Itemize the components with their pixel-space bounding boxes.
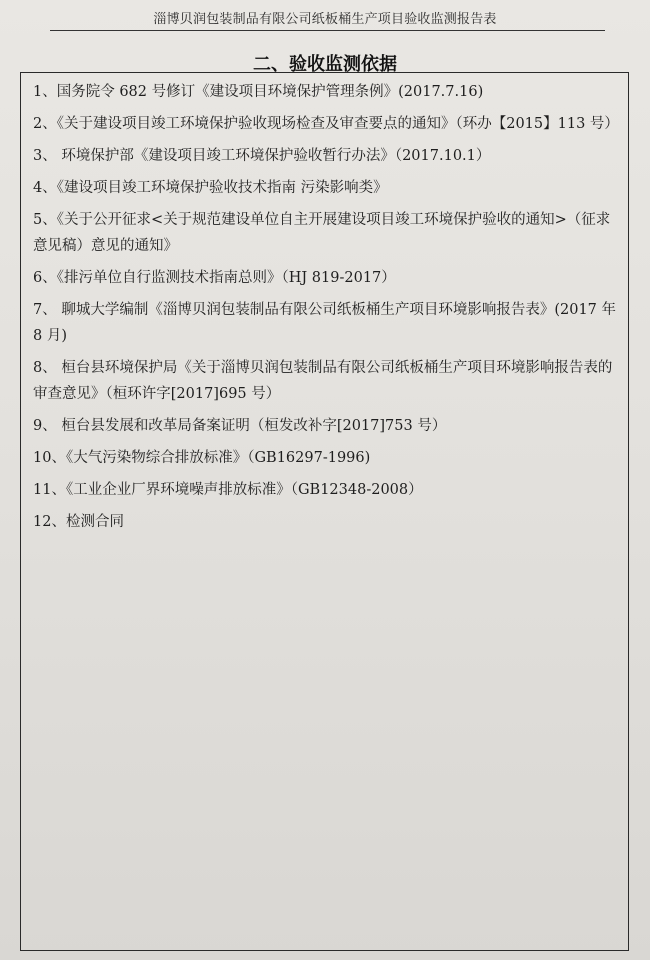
list-item: 6、《排污单位自行监测技术指南总则》（HJ 819-2017） xyxy=(33,270,396,286)
list-item: 4、《建设项目竣工环境保护验收技术指南 污染影响类》 xyxy=(33,180,388,196)
running-header: 淄博贝润包装制品有限公司纸板桶生产项目验收监测报告表 xyxy=(153,12,497,27)
section-title: 二、验收监测依据 xyxy=(253,54,397,75)
list-item: 9、 桓台县发展和改革局备案证明（桓发改补字[2017]753 号） xyxy=(33,418,447,434)
list-item: 12、检测合同 xyxy=(33,514,124,530)
list-item: 3、 环境保护部《建设项目竣工环境保护验收暂行办法》（2017.10.1） xyxy=(33,148,491,164)
list-item: 5、《关于公开征求<关于规范建设单位自主开展建设项目竣工环境保护验收的通知>（征求意见稿）意见的通知》 xyxy=(33,212,611,254)
header-rule xyxy=(50,30,605,31)
basis-list xyxy=(21,73,628,535)
list-item: 7、 聊城大学编制《淄博贝润包装制品有限公司纸板桶生产项目环境影响报告表》(2017 年 8 月) xyxy=(33,302,616,344)
list-item: 8、 桓台县环境保护局《关于淄博贝润包装制品有限公司纸板桶生产项目环境影响报告表的审查意见》（桓环许字[2017]695 号） xyxy=(33,360,613,402)
list-item: 11、《工业企业厂界环境噪声排放标准》（GB12348-2008） xyxy=(33,482,423,498)
content-frame xyxy=(20,72,629,951)
list-item: 10、《大气污染物综合排放标准》（GB16297-1996) xyxy=(33,450,371,466)
list-item: 1、国务院令 682 号修订《建设项目环境保护管理条例》(2017.7.16) xyxy=(33,84,484,100)
list-item: 2、《关于建设项目竣工环境保护验收现场检查及审查要点的通知》（环办【2015】113 号） xyxy=(33,116,619,132)
